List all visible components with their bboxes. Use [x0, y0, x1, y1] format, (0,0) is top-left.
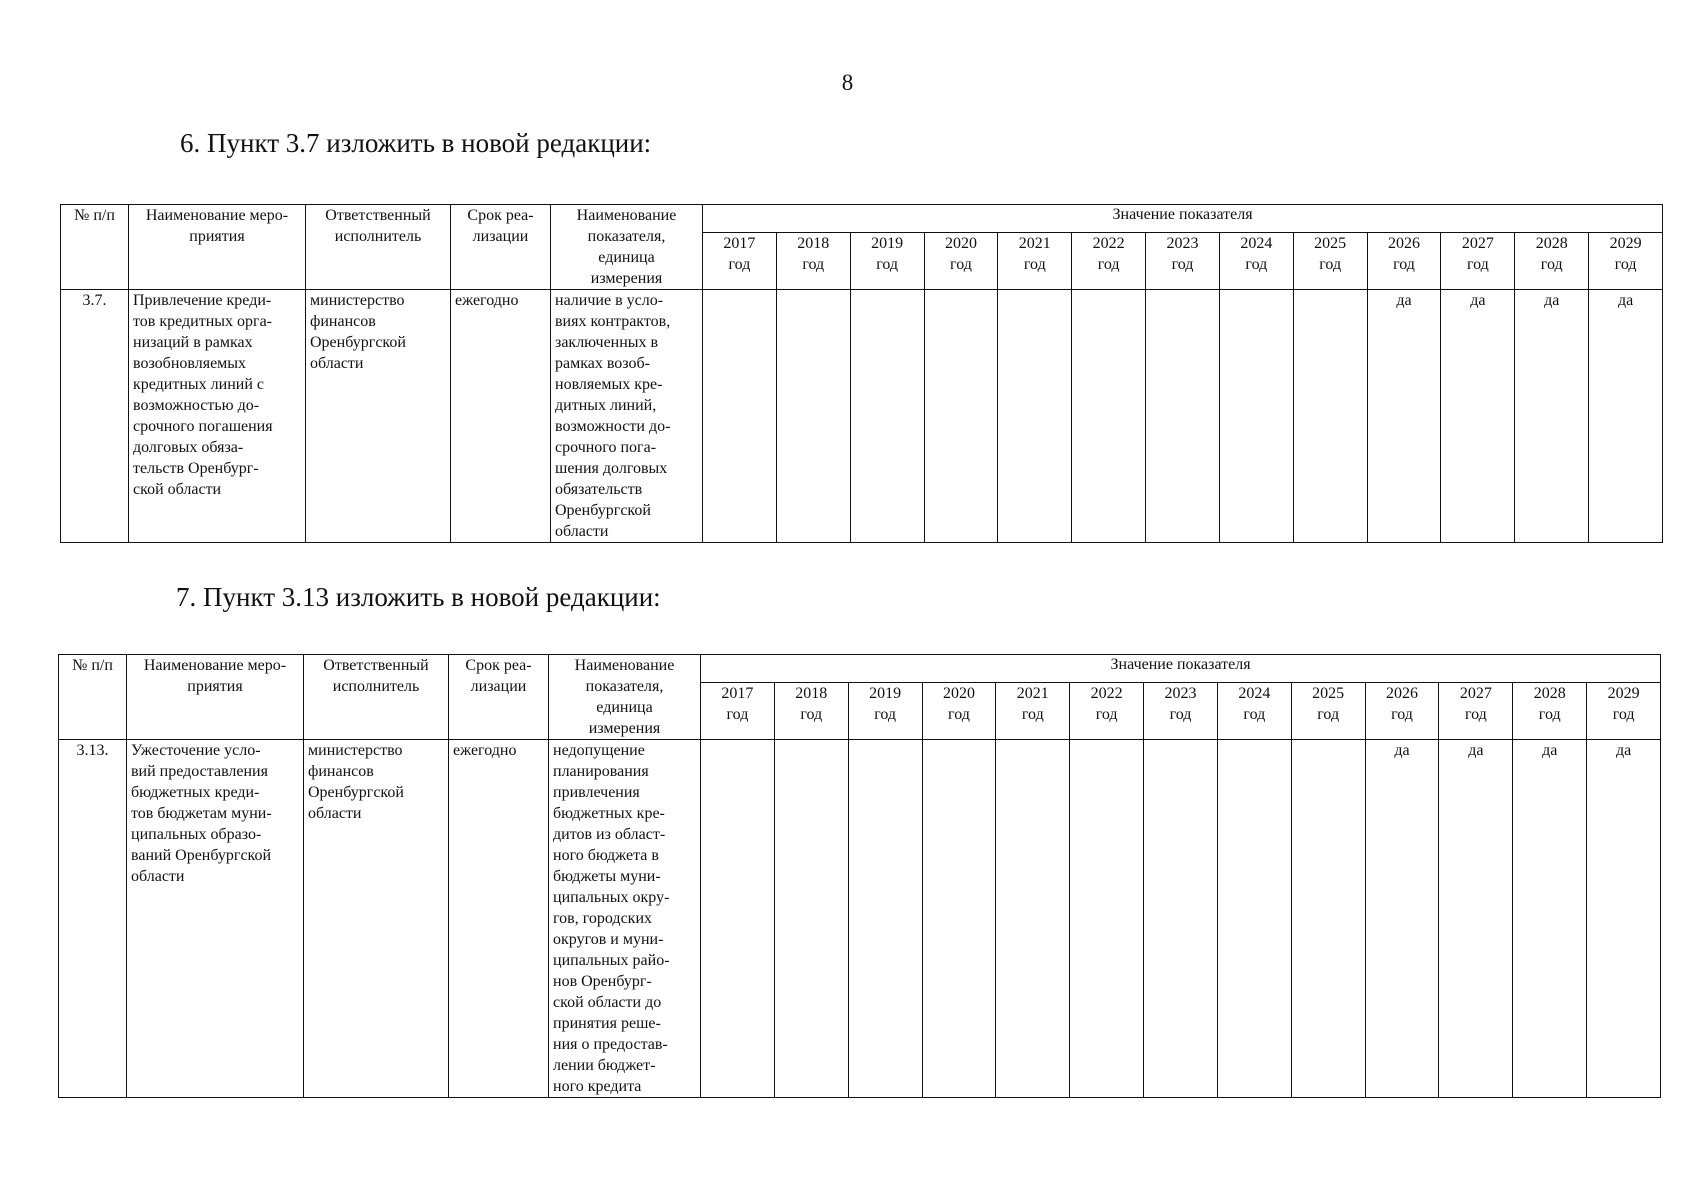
col-header-num: № п/п	[61, 205, 129, 290]
col-header-indicator: Наименование показателя, единица измерения	[551, 205, 703, 290]
row-number: 3.13.	[59, 740, 127, 1098]
indicator-value	[703, 290, 777, 543]
indicator-value	[776, 290, 850, 543]
col-header-year: 2027 год	[1441, 232, 1515, 289]
indicator-value: да	[1365, 740, 1439, 1098]
col-header-year: 2024 год	[1217, 682, 1291, 739]
indicator-value	[922, 740, 996, 1098]
col-header-executor: Ответственный исполнитель	[306, 205, 451, 290]
indicator-value	[850, 290, 924, 543]
indicator-value	[1070, 740, 1144, 1098]
measure-name: Привлечение креди- тов кредитных орга- низаций в рамках возобновляемых кредитных линий с возможностью до- срочного погашения долговых обяза- тельств Оренбург- ской области	[129, 290, 306, 543]
col-header-year: 2028 год	[1513, 682, 1587, 739]
col-header-year: 2023 год	[1144, 682, 1218, 739]
indicator-name: наличие в усло- виях контрактов, заключенных в рамках возоб- новляемых кре- дитных линий, возможности до- срочного пога- шения долговых обязательств Оренбургской области	[551, 290, 703, 543]
indicator-value: да	[1439, 740, 1513, 1098]
col-header-year: 2019 год	[848, 682, 922, 739]
col-header-year: 2017 год	[703, 232, 777, 289]
page-number: 8	[841, 70, 854, 95]
col-header-year: 2028 год	[1515, 232, 1589, 289]
col-header-year: 2024 год	[1219, 232, 1293, 289]
indicator-value	[1293, 290, 1367, 543]
indicator-value	[1291, 740, 1365, 1098]
indicator-value	[1217, 740, 1291, 1098]
col-header-year: 2029 год	[1587, 682, 1661, 739]
col-header-year: 2029 год	[1589, 232, 1663, 289]
indicator-value	[701, 740, 775, 1098]
table-row	[59, 740, 1661, 1098]
col-header-year: 2020 год	[924, 232, 998, 289]
col-header-name: Наименование меро- приятия	[127, 655, 304, 740]
col-header-term: Срок реа- лизации	[451, 205, 551, 290]
indicator-value: да	[1515, 290, 1589, 543]
row-number: 3.7.	[61, 290, 129, 543]
col-header-year: 2023 год	[1146, 232, 1220, 289]
indicator-value	[924, 290, 998, 543]
col-header-executor: Ответственный исполнитель	[304, 655, 449, 740]
indicator-value: да	[1441, 290, 1515, 543]
col-header-year: 2018 год	[774, 682, 848, 739]
measure-name: Ужесточение усло- вий предоставления бюджетных креди- тов бюджетам муни- ципальных образо- ваний Оренбургской области	[127, 740, 304, 1098]
indicator-value	[1146, 290, 1220, 543]
col-header-value-group: Значение показателя	[701, 655, 1661, 683]
indicator-value	[1144, 740, 1218, 1098]
indicator-name: недопущение планирования привлечения бюджетных кре- дитов из област- ного бюджета в бюджеты муни- ципальных окру- гов, городских округов и муни- ципальных райо- нов Оренбург- ской области до принятия реше- ния о предостав- лении бюджет- ного кредита	[549, 740, 701, 1098]
col-header-year: 2020 год	[922, 682, 996, 739]
measure-table	[58, 654, 1661, 1098]
col-header-name: Наименование меро- приятия	[129, 205, 306, 290]
col-header-year: 2027 год	[1439, 682, 1513, 739]
indicator-value	[996, 740, 1070, 1098]
col-header-year: 2022 год	[1072, 232, 1146, 289]
col-header-year: 2019 год	[850, 232, 924, 289]
implementation-term: ежегодно	[449, 740, 549, 1098]
indicator-value	[1219, 290, 1293, 543]
indicator-value	[1072, 290, 1146, 543]
col-header-year: 2025 год	[1293, 232, 1367, 289]
col-header-term: Срок реа- лизации	[449, 655, 549, 740]
col-header-year: 2025 год	[1291, 682, 1365, 739]
responsible-executor: министерство финансов Оренбургской области	[304, 740, 449, 1098]
measure-table	[60, 204, 1663, 543]
implementation-term: ежегодно	[451, 290, 551, 543]
indicator-value: да	[1513, 740, 1587, 1098]
indicator-value: да	[1367, 290, 1441, 543]
indicator-value: да	[1587, 740, 1661, 1098]
col-header-year: 2026 год	[1367, 232, 1441, 289]
col-header-value-group: Значение показателя	[703, 205, 1663, 233]
col-header-num: № п/п	[59, 655, 127, 740]
indicator-value	[774, 740, 848, 1098]
table-row	[61, 290, 1663, 543]
section-heading: 7. Пункт 3.13 изложить в новой редакции:	[176, 582, 661, 612]
indicator-value	[998, 290, 1072, 543]
col-header-indicator: Наименование показателя, единица измерения	[549, 655, 701, 740]
section-heading: 6. Пункт 3.7 изложить в новой редакции:	[180, 128, 652, 158]
col-header-year: 2018 год	[776, 232, 850, 289]
col-header-year: 2022 год	[1070, 682, 1144, 739]
col-header-year: 2021 год	[996, 682, 1070, 739]
col-header-year: 2021 год	[998, 232, 1072, 289]
col-header-year: 2026 год	[1365, 682, 1439, 739]
indicator-value: да	[1589, 290, 1663, 543]
col-header-year: 2017 год	[701, 682, 775, 739]
responsible-executor: министерство финансов Оренбургской области	[306, 290, 451, 543]
indicator-value	[848, 740, 922, 1098]
